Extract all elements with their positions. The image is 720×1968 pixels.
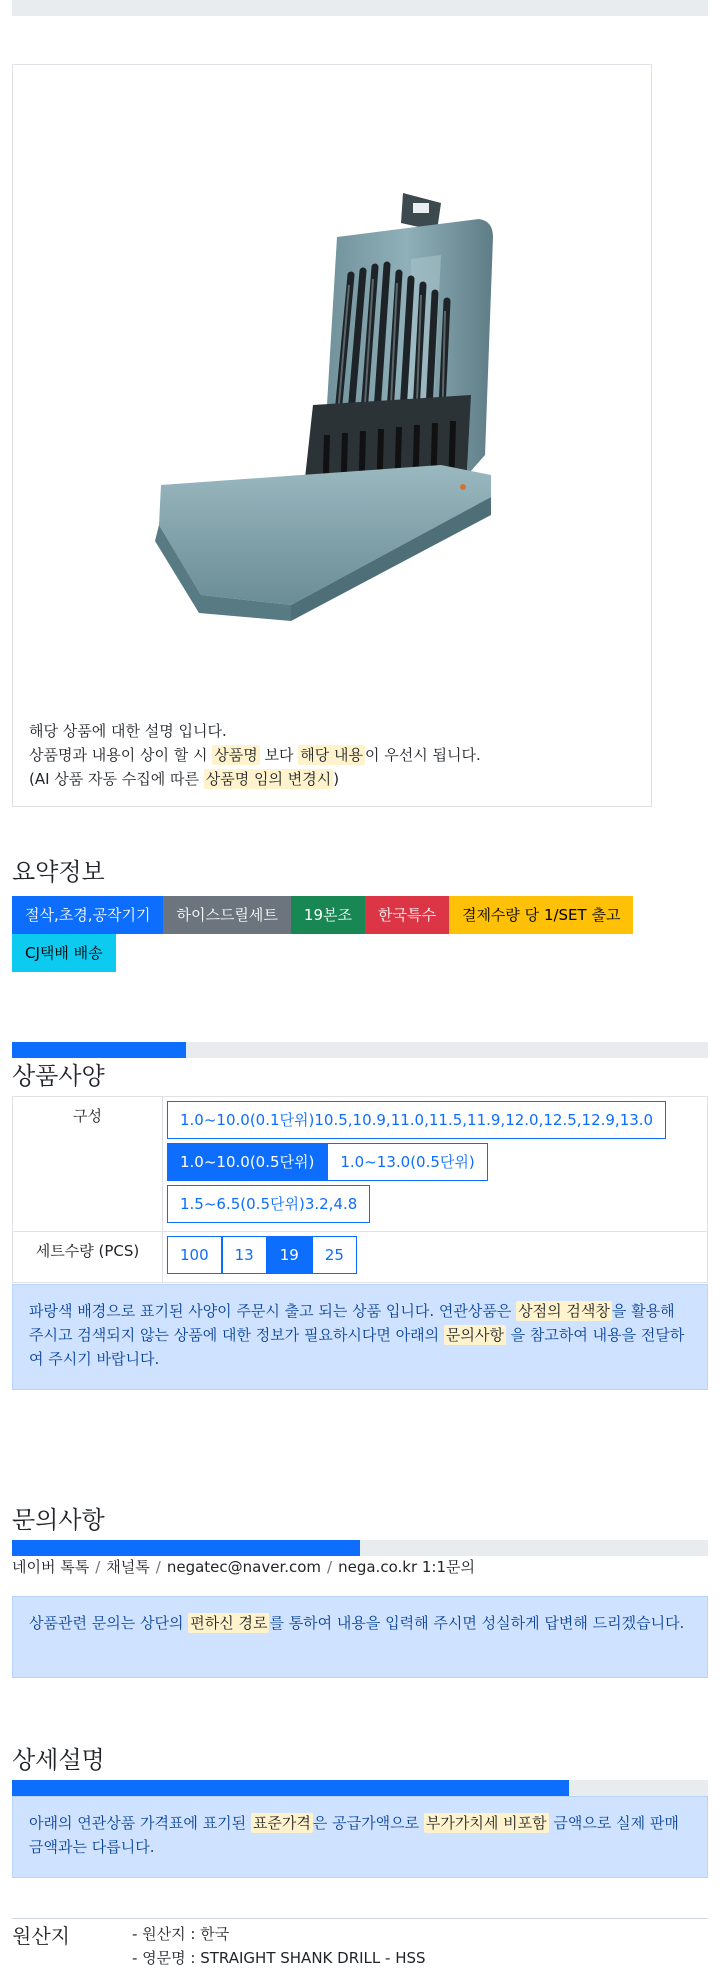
- spec-label-set-quantity: 세트수량 (PCS): [13, 1232, 163, 1283]
- desc-highlight: 상품명: [214, 746, 258, 764]
- desc-text: 상품명과 내용이 상이 할 시: [29, 746, 213, 764]
- notice-highlight: 문의사항: [445, 1326, 504, 1344]
- inquiry-title: 문의사항: [12, 1506, 105, 1534]
- spec-title: 상품사양: [12, 1062, 105, 1090]
- badge-category: 절삭,초경,공작기기: [12, 896, 163, 934]
- desc-highlight: 해당 내용: [300, 746, 363, 764]
- contact-separator: /: [155, 1558, 161, 1576]
- desc-highlight: 상품명 임의 변경시: [205, 770, 332, 788]
- origin-country: - 원산지 : 한국: [132, 1925, 230, 1943]
- contact-naver-talk[interactable]: 네이버 톡톡: [12, 1558, 90, 1576]
- desc-line-2: [29, 743, 481, 767]
- spec-notice: [12, 1284, 708, 1390]
- notice-text: 을 활용해 주시고 검색되지 않는 상품에 대한 정보가 필요하시다면 아래의: [29, 1302, 675, 1344]
- notice-highlight: 부가가치세 비포함: [425, 1814, 547, 1832]
- badge-shipping: CJ택배 배송: [12, 934, 116, 972]
- detail-progress-bar: [12, 1780, 708, 1796]
- desc-line-1: 해당 상품에 대한 설명 입니다.: [29, 722, 227, 740]
- summary-badges: [12, 896, 672, 972]
- spec-options-set-quantity: [163, 1232, 708, 1283]
- drill-set-case-image: [141, 175, 521, 635]
- top-progress-bar: [12, 0, 708, 16]
- badge-brand: 한국특수: [365, 896, 449, 934]
- badge-order-unit: 결제수량 당 1/SET 출고: [449, 896, 634, 934]
- contact-channels: [12, 1556, 475, 1577]
- notice-highlight: 편하신 경로: [190, 1614, 268, 1632]
- option-composition-4[interactable]: 1.5~6.5(0.5단위)3.2,4.8: [167, 1185, 370, 1223]
- option-qty-100[interactable]: 100: [167, 1236, 222, 1274]
- origin-english-name: - 영문명 : STRAIGHT SHANK DRILL - HSS: [132, 1949, 426, 1967]
- contact-separator: /: [95, 1558, 101, 1576]
- origin-divider: [12, 1918, 708, 1919]
- origin-label: 원산지: [12, 1924, 70, 1948]
- inquiry-progress-fill: [12, 1540, 360, 1556]
- notice-text: 아래의 연관상품 가격표에 표기된: [29, 1814, 251, 1832]
- spec-options-composition: [163, 1097, 708, 1232]
- option-composition-3[interactable]: 1.0~13.0(0.5단위): [327, 1143, 487, 1181]
- option-composition-2[interactable]: 1.0~10.0(0.5단위): [167, 1143, 327, 1181]
- inquiry-notice: [12, 1596, 708, 1678]
- desc-text: 이 우선시 됩니다.: [364, 746, 481, 764]
- origin-details: [132, 1922, 426, 1968]
- notice-highlight: 상점의 검색창: [518, 1302, 610, 1320]
- spec-table: [12, 1096, 708, 1283]
- contact-email[interactable]: negatec@naver.com: [166, 1558, 322, 1576]
- detail-progress-fill: [12, 1780, 569, 1796]
- notice-text: 파랑색 배경으로 표기된 사양이 주문시 출고 되는 상품 입니다. 연관상품은: [29, 1302, 517, 1320]
- notice-text: 을 참고하여 내용을 전달하여 주시기 바랍니다.: [29, 1326, 685, 1368]
- spec-progress-bar: [12, 1042, 708, 1058]
- notice-text: 를 통하여 내용을 입력해 주시면 성실하게 답변해 드리겠습니다.: [269, 1614, 685, 1632]
- summary-title: 요약정보: [12, 858, 105, 886]
- desc-text: ): [333, 770, 340, 788]
- desc-line-3: [29, 767, 481, 791]
- option-qty-25[interactable]: 25: [312, 1236, 357, 1274]
- badge-count: 19본조: [291, 896, 365, 934]
- desc-text: 보다: [259, 746, 299, 764]
- inquiry-progress-bar: [12, 1540, 708, 1556]
- detail-title: 상세설명: [12, 1746, 105, 1774]
- notice-text: 은 공급가액으로: [312, 1814, 424, 1832]
- notice-text: 상품관련 문의는 상단의: [29, 1614, 189, 1632]
- spec-row-composition: [13, 1097, 708, 1232]
- notice-text: 금액으로 실제 판매금액과는 다릅니다.: [29, 1814, 679, 1856]
- option-qty-13[interactable]: 13: [222, 1236, 267, 1274]
- contact-channel-talk[interactable]: 채널톡: [106, 1558, 150, 1576]
- desc-text: (AI 상품 자동 수집에 따른: [29, 770, 204, 788]
- product-card: [12, 64, 652, 807]
- spec-row-set-quantity: [13, 1232, 708, 1283]
- badge-product-type: 하이스드릴세트: [163, 896, 290, 934]
- option-qty-19[interactable]: 19: [267, 1236, 312, 1274]
- notice-highlight: 표준가격: [252, 1814, 311, 1832]
- product-description: [29, 719, 481, 791]
- detail-notice: [12, 1796, 708, 1878]
- contact-one-on-one[interactable]: nega.co.kr 1:1문의: [338, 1558, 475, 1576]
- spec-label-composition: 구성: [13, 1097, 163, 1232]
- option-composition-1[interactable]: 1.0~10.0(0.1단위)10.5,10.9,11.0,11.5,11.9,12.0,12.5,12.9,13.0: [167, 1101, 666, 1139]
- contact-separator: /: [327, 1558, 333, 1576]
